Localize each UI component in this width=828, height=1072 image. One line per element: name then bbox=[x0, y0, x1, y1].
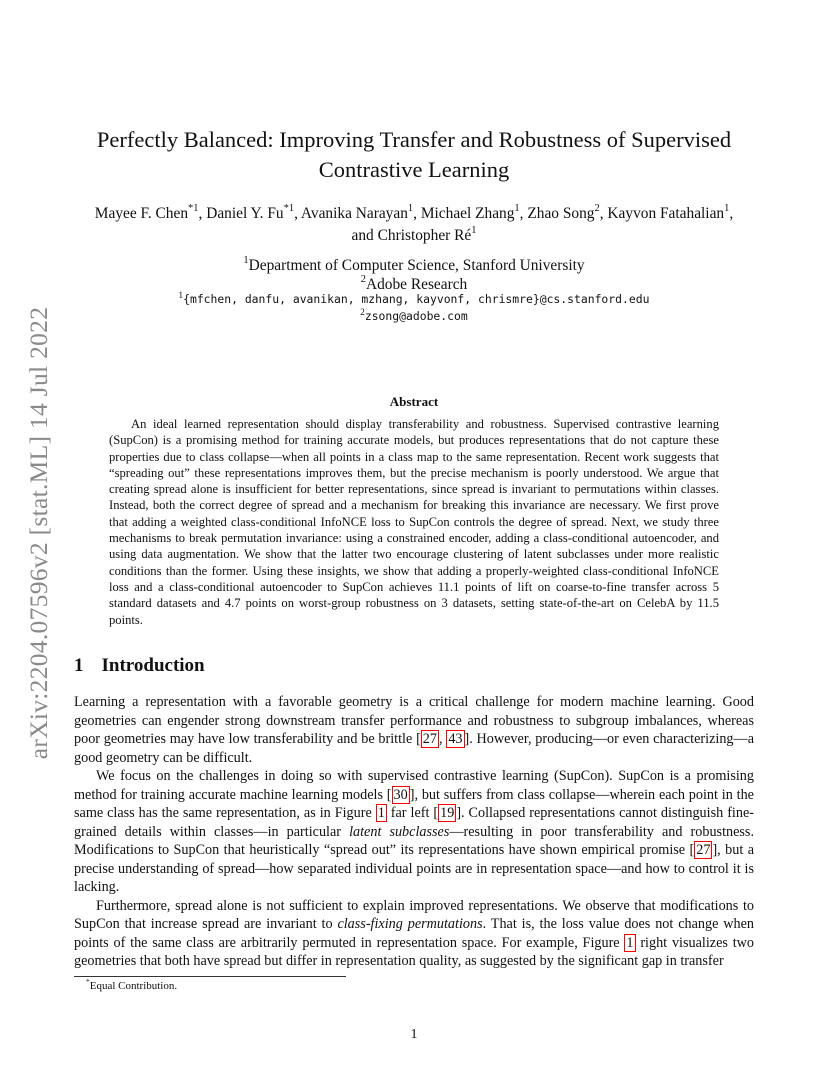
section-number: 1 bbox=[74, 655, 84, 676]
citation-link[interactable]: 27 bbox=[422, 731, 437, 747]
figure-link[interactable]: 1 bbox=[626, 934, 634, 951]
email-line-2: $^2$zsong@adobe.com bbox=[360, 306, 468, 323]
arxiv-identifier: arXiv:2204.07596v2 [stat.ML] 14 Jul 2022 bbox=[24, 306, 53, 760]
abstract-heading: Abstract bbox=[389, 394, 439, 409]
author-affiliation-mark: 1 bbox=[471, 225, 477, 237]
paper-title bbox=[74, 125, 754, 185]
author-name: Christopher Ré bbox=[377, 227, 472, 244]
author-name: Avanika Narayan bbox=[300, 205, 408, 222]
page-number: 1 bbox=[410, 1027, 418, 1042]
emphasis: latent subclasses bbox=[349, 823, 450, 840]
citation-link[interactable]: 19 bbox=[440, 805, 455, 821]
title-line-1: Perfectly Balanced: Improving Transfer and Robustness of Supervised bbox=[96, 127, 732, 152]
title-line-2: Contrastive Learning bbox=[318, 157, 510, 182]
paragraph: We focus on the challenges in doing so with supervised contrastive learning (SupCon). SupCon is a promising method for training accurate machine learning models [ 30 ], but suffers from class collapse—wherein each point in the same class has the same representation, as in Figure 1 far left [ 19 ]. Collapsed representations cannot distinguish fine-grained details within classes—in particular latent subclasses—resulting in poor transferability and robustness. Modifications to SupCon that heuristically “spread out” its representations have shown empirical promise [ 27 ], but a precise understanding of spread—how separated individual points are in representation space—and how to control it is lacking. bbox=[74, 768, 754, 895]
author-affiliation-mark: 1 bbox=[407, 203, 414, 215]
email-line-1: $^1${mfchen, danfu, avanikan, mzhang, kayvonf, chrismre}@cs.stanford.edu bbox=[178, 289, 650, 306]
arxiv-sidebar bbox=[24, 290, 54, 776]
citation-link[interactable]: 43 bbox=[448, 731, 463, 747]
footnote-mark: * bbox=[86, 976, 90, 986]
paragraph: Furthermore, spread alone is not sufficient to explain improved representations. We observe that modifications to SupCon that increase spread are invariant to class-fixing permutations. That is, the loss value does not change when points of the same class are arbitrarily permuted in representation space. For example, Figure 1 right visualizes two geometries that both have spread but differ in representation quality, as suggested by the significant gap in transfer bbox=[74, 897, 754, 969]
author-line-1: Mayee F. Chen$^{*1}$, Daniel Y. Fu$^{*1}$, Avanika Narayan$^1$, Michael Zhang$^1$, Zhao Song$^2$, Kayvon Fatahalian$^1$, bbox=[94, 203, 734, 222]
affiliations bbox=[74, 256, 754, 294]
citation-link[interactable]: 27 bbox=[696, 842, 711, 858]
paragraph: Learning a representation with a favorable geometry is a critical challenge for modern machine learning. Good geometries can engender strong downstream transfer performance and robustness to subgroup imbalances, whereas poor geometries may have low transferability and be brittle [ 27 , 43 ]. However, producing—or even characterizing—a good geometry can be difficult. bbox=[74, 694, 754, 766]
author-name: Kayvon Fatahalian bbox=[607, 205, 725, 222]
author-affiliation-mark: 1 bbox=[514, 203, 520, 215]
emphasis: class-fixing permutations bbox=[337, 916, 483, 932]
figure-link[interactable]: 1 bbox=[377, 805, 385, 821]
author-name: Mayee F. Chen bbox=[94, 205, 189, 222]
footnote-text: Equal Contribution. bbox=[89, 980, 178, 992]
affiliation-2: $^2$Adobe Research bbox=[360, 274, 468, 293]
author-affiliation-mark: *1 bbox=[188, 203, 199, 215]
author-conjunction: and bbox=[351, 227, 378, 244]
author-line-2 bbox=[74, 225, 754, 247]
author-affiliation-mark: 2 bbox=[594, 203, 600, 215]
section-heading bbox=[74, 655, 205, 677]
footnote-rule bbox=[74, 976, 346, 977]
author-affiliation-mark: *1 bbox=[283, 203, 295, 215]
author-list bbox=[74, 203, 754, 247]
section-title: Introduction bbox=[101, 655, 205, 676]
author-name: Daniel Y. Fu bbox=[206, 205, 284, 222]
footnote bbox=[86, 976, 178, 992]
author-affiliation-mark: 1 bbox=[724, 203, 730, 215]
introduction-body bbox=[74, 693, 754, 971]
citation-link[interactable]: 30 bbox=[393, 786, 408, 803]
author-name: Michael Zhang bbox=[420, 205, 515, 222]
author-name: Zhao Song bbox=[527, 205, 595, 222]
affiliation-1: $^1$Department of Computer Science, Stanford University bbox=[243, 255, 585, 274]
abstract-text: An ideal learned representation should display transferability and robustness. Supervised contrastive learning (SupCon) is a promising method for training accurate models, but produces representations that do not capture these properties due to class collapse—when all points in a class map to the same representation. Recent work suggests that “spreading out” these representations improves them, but the precise mechanism is poorly understood. We argue that creating spread alone is insufficient for better representations, since spread is invariant to permutations within classes. Instead, both the correct degree of spread and a mechanism for breaking this invariance are necessary. We first prove that adding a weighted class-conditional InfoNCE loss to SupCon controls the degree of spread. Next, we study three mechanisms to break permutation invariance: using a constrained encoder, adding a class-conditional autoencoder, and using data augmentation. We show that the latter two encourage clustering of latent subclasses under more realistic conditions than the former. Using these insights, we show that adding a properly-weighted class-conditional InfoNCE loss and a class-conditional autoencoder to SupCon achieves 11.1 points of lift on coarse-to-fine transfer across 5 standard datasets and 4.7 points on worst-group robustness on 3 datasets, setting state-of-the-art on CelebA by 11.5 points. bbox=[109, 417, 719, 627]
email-address: zsong@adobe.com bbox=[364, 309, 468, 323]
email-address: {mfchen, danfu, avanikan, mzhang, kayvonf, chrismre}@cs.stanford.edu bbox=[183, 292, 650, 306]
